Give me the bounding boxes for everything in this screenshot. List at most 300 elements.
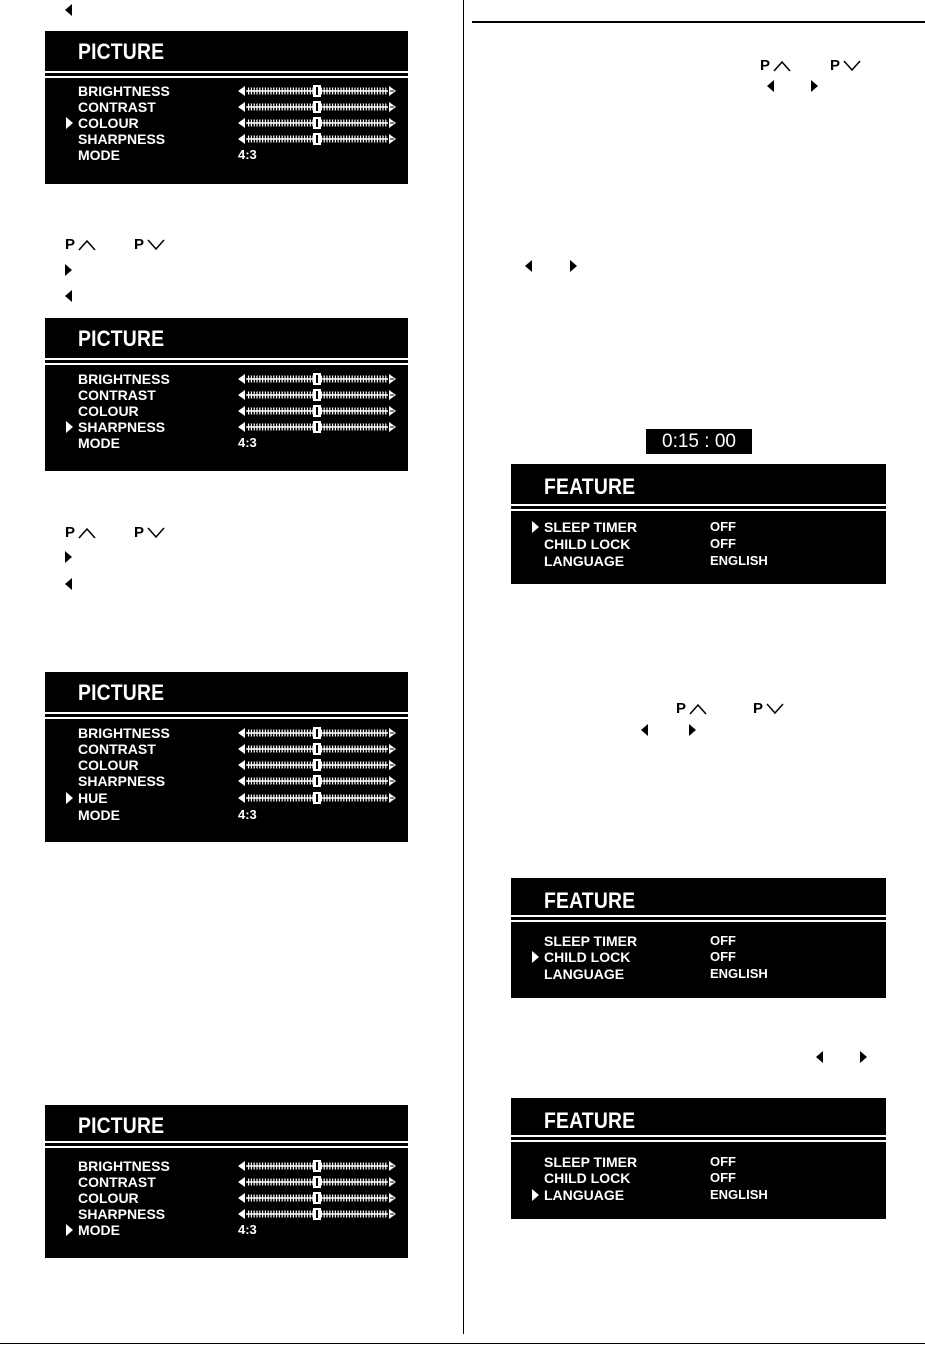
slider-tick <box>301 104 302 111</box>
slider-tick <box>352 88 353 95</box>
slider-tick <box>251 376 252 383</box>
slider-tick <box>324 795 325 802</box>
slider-tick <box>265 1195 266 1202</box>
picture-menu <box>45 318 408 471</box>
slider-tick <box>329 1179 330 1186</box>
slider-tick <box>273 376 274 383</box>
minus-arrow-icon <box>238 422 245 432</box>
slider-tick <box>254 795 255 802</box>
slider-tick <box>329 392 330 399</box>
slider-tick <box>340 1163 341 1170</box>
menu-row-value: OFF <box>710 519 736 534</box>
slider-tick <box>326 120 327 127</box>
slider-tick <box>256 424 257 431</box>
level-slider[interactable] <box>238 85 396 97</box>
slider-tick <box>326 762 327 769</box>
slider-tick <box>273 730 274 737</box>
slider-tick <box>363 1195 364 1202</box>
slider-tick <box>265 1163 266 1170</box>
slider-knob-notch <box>316 794 318 802</box>
slider-tick <box>354 392 355 399</box>
slider-tick <box>307 746 308 753</box>
slider-tick <box>248 1195 249 1202</box>
slider-tick <box>371 376 372 383</box>
slider-tick <box>279 778 280 785</box>
slider-tick <box>346 762 347 769</box>
slider-tick <box>256 730 257 737</box>
slider-tick <box>298 120 299 127</box>
slider-tick <box>374 762 375 769</box>
slider-tick <box>254 730 255 737</box>
menu-divider <box>45 717 408 719</box>
slider-tick <box>354 408 355 415</box>
slider-tick <box>366 392 367 399</box>
slider-tick <box>273 762 274 769</box>
slider-tick <box>273 136 274 143</box>
slider-tick <box>382 376 383 383</box>
slider-tick <box>254 1195 255 1202</box>
left-arrow-icon <box>767 80 774 92</box>
slider-tick <box>377 104 378 111</box>
level-slider[interactable] <box>238 101 396 113</box>
slider-tick <box>354 746 355 753</box>
slider-tick <box>251 392 252 399</box>
slider-tick <box>352 1179 353 1186</box>
slider-tick <box>262 778 263 785</box>
slider-tick <box>284 1195 285 1202</box>
slider-tick <box>301 408 302 415</box>
slider-tick <box>382 746 383 753</box>
level-slider[interactable] <box>238 775 396 787</box>
right-arrow-icon <box>811 80 818 92</box>
slider-tick <box>248 104 249 111</box>
slider-tick <box>324 730 325 737</box>
slider-tick <box>338 104 339 111</box>
slider-tick <box>273 408 274 415</box>
slider-tick <box>374 1163 375 1170</box>
selection-cursor-icon <box>532 521 539 533</box>
slider-tick <box>335 104 336 111</box>
slider-tick <box>380 1195 381 1202</box>
slider-tick <box>248 746 249 753</box>
slider-tick <box>270 1211 271 1218</box>
slider-tick <box>262 104 263 111</box>
slider-tick <box>377 730 378 737</box>
slider-tick <box>329 88 330 95</box>
slider-tick <box>338 795 339 802</box>
slider-tick <box>360 104 361 111</box>
slider-tick <box>326 1195 327 1202</box>
slider-tick <box>259 104 260 111</box>
slider-tick <box>256 104 257 111</box>
slider-tick <box>276 136 277 143</box>
slider-tick <box>343 104 344 111</box>
slider-tick <box>279 120 280 127</box>
slider-tick <box>385 120 386 127</box>
slider-tick <box>287 392 288 399</box>
slider-tick <box>248 392 249 399</box>
slider-tick <box>282 795 283 802</box>
slider-tick <box>293 730 294 737</box>
slider-tick <box>343 392 344 399</box>
level-slider[interactable] <box>238 421 396 433</box>
slider-tick <box>368 120 369 127</box>
slider-tick <box>298 1179 299 1186</box>
menu-title: PICTURE <box>78 680 165 705</box>
feature-menu <box>511 878 886 998</box>
slider-tick <box>377 136 378 143</box>
menu-title: PICTURE <box>78 39 165 64</box>
slider-tick <box>352 408 353 415</box>
slider-tick <box>310 1179 311 1186</box>
slider-tick <box>360 730 361 737</box>
menu-row-label: CHILD LOCK <box>544 1170 631 1186</box>
slider-tick <box>366 1195 367 1202</box>
level-slider[interactable] <box>238 1176 396 1188</box>
slider-tick <box>357 104 358 111</box>
slider-tick <box>307 1163 308 1170</box>
slider-tick <box>262 424 263 431</box>
slider-tick <box>276 762 277 769</box>
slider-tick <box>324 1163 325 1170</box>
slider-tick <box>338 762 339 769</box>
slider-tick <box>329 762 330 769</box>
slider-tick <box>360 120 361 127</box>
slider-tick <box>276 746 277 753</box>
slider-tick <box>335 1179 336 1186</box>
slider-knob-notch <box>316 103 318 111</box>
slider-tick <box>287 1179 288 1186</box>
menu-row-label: SHARPNESS <box>78 131 166 147</box>
slider-tick <box>382 778 383 785</box>
slider-tick <box>254 778 255 785</box>
slider-tick <box>352 392 353 399</box>
slider-tick <box>262 795 263 802</box>
slider-tick <box>385 1211 386 1218</box>
slider-tick <box>338 392 339 399</box>
slider-tick <box>265 88 266 95</box>
menu-row-label: SHARPNESS <box>78 773 166 789</box>
slider-tick <box>270 392 271 399</box>
slider-tick <box>360 408 361 415</box>
slider-knob-notch <box>316 423 318 431</box>
slider-tick <box>360 762 361 769</box>
slider-tick <box>254 1179 255 1186</box>
slider-tick <box>290 408 291 415</box>
level-slider[interactable] <box>238 792 396 804</box>
slider-tick <box>374 104 375 111</box>
right-arrow-icon <box>689 724 696 736</box>
slider-tick <box>335 136 336 143</box>
slider-tick <box>298 136 299 143</box>
level-slider[interactable] <box>238 1192 396 1204</box>
slider-tick <box>310 392 311 399</box>
level-slider[interactable] <box>238 743 396 755</box>
slider-tick <box>296 376 297 383</box>
level-slider[interactable] <box>238 727 396 739</box>
slider-tick <box>265 120 266 127</box>
picture-menu <box>45 1105 408 1258</box>
slider-tick <box>270 88 271 95</box>
slider-tick <box>357 730 358 737</box>
slider-tick <box>273 1163 274 1170</box>
slider-tick <box>368 408 369 415</box>
slider-tick <box>307 778 308 785</box>
slider-tick <box>329 778 330 785</box>
slider-tick <box>290 762 291 769</box>
menu-row-label: COLOUR <box>78 1190 139 1206</box>
slider-tick <box>340 104 341 111</box>
slider-tick <box>357 762 358 769</box>
slider-tick <box>340 88 341 95</box>
level-slider[interactable] <box>238 117 396 129</box>
slider-tick <box>296 730 297 737</box>
slider-tick <box>332 136 333 143</box>
slider-tick <box>259 136 260 143</box>
slider-tick <box>287 376 288 383</box>
slider-tick <box>374 746 375 753</box>
slider-tick <box>343 376 344 383</box>
slider-tick <box>346 120 347 127</box>
slider-tick <box>282 376 283 383</box>
slider-tick <box>296 762 297 769</box>
slider-tick <box>265 104 266 111</box>
slider-tick <box>354 104 355 111</box>
slider-tick <box>293 120 294 127</box>
slider-tick <box>259 120 260 127</box>
level-slider[interactable] <box>238 1208 396 1220</box>
slider-tick <box>354 795 355 802</box>
slider-tick <box>256 746 257 753</box>
left-arrow-icon <box>65 290 72 302</box>
slider-tick <box>284 778 285 785</box>
slider-tick <box>380 424 381 431</box>
slider-tick <box>254 120 255 127</box>
slider-tick <box>279 746 280 753</box>
slider-tick <box>284 1163 285 1170</box>
slider-tick <box>301 762 302 769</box>
minus-arrow-icon <box>238 776 245 786</box>
slider-tick <box>276 408 277 415</box>
slider-tick <box>385 762 386 769</box>
slider-tick <box>332 424 333 431</box>
prog-down-label: P <box>753 700 764 717</box>
slider-tick <box>357 778 358 785</box>
menu-row-label: COLOUR <box>78 115 139 131</box>
slider-tick <box>360 424 361 431</box>
slider-tick <box>349 424 350 431</box>
menu-divider <box>45 71 408 73</box>
slider-tick <box>307 1179 308 1186</box>
menu-divider <box>511 509 886 511</box>
slider-tick <box>296 1211 297 1218</box>
minus-arrow-icon <box>238 744 245 754</box>
slider-tick <box>273 746 274 753</box>
slider-tick <box>254 136 255 143</box>
menu-divider <box>45 358 408 360</box>
slider-tick <box>307 376 308 383</box>
slider-tick <box>352 120 353 127</box>
slider-tick <box>265 1211 266 1218</box>
slider-tick <box>360 778 361 785</box>
slider-tick <box>346 746 347 753</box>
slider-tick <box>360 88 361 95</box>
slider-tick <box>254 392 255 399</box>
slider-tick <box>284 392 285 399</box>
slider-tick <box>326 136 327 143</box>
level-slider[interactable] <box>238 389 396 401</box>
slider-tick <box>307 136 308 143</box>
slider-tick <box>349 120 350 127</box>
slider-tick <box>301 1179 302 1186</box>
slider-tick <box>338 408 339 415</box>
slider-tick <box>270 136 271 143</box>
slider-tick <box>276 795 277 802</box>
slider-tick <box>380 392 381 399</box>
slider-tick <box>248 1179 249 1186</box>
slider-tick <box>298 795 299 802</box>
slider-tick <box>254 376 255 383</box>
slider-tick <box>368 1211 369 1218</box>
slider-knob-notch <box>316 391 318 399</box>
slider-tick <box>374 730 375 737</box>
left-arrow-icon <box>816 1051 823 1063</box>
slider-tick <box>340 424 341 431</box>
slider-tick <box>276 104 277 111</box>
selection-cursor-icon <box>66 117 73 129</box>
slider-tick <box>326 1163 327 1170</box>
slider-tick <box>290 795 291 802</box>
slider-tick <box>332 746 333 753</box>
slider-tick <box>268 136 269 143</box>
slider-tick <box>352 1195 353 1202</box>
slider-tick <box>282 88 283 95</box>
slider-tick <box>380 778 381 785</box>
slider-tick <box>287 424 288 431</box>
slider-tick <box>329 424 330 431</box>
slider-tick <box>273 104 274 111</box>
chevron-up-icon <box>78 239 96 251</box>
slider-tick <box>332 120 333 127</box>
slider-tick <box>248 136 249 143</box>
slider-tick <box>268 424 269 431</box>
level-slider[interactable] <box>238 373 396 385</box>
slider-tick <box>276 1163 277 1170</box>
slider-tick <box>268 1195 269 1202</box>
slider-tick <box>259 88 260 95</box>
slider-tick <box>284 1179 285 1186</box>
slider-tick <box>371 408 372 415</box>
slider-knob-notch <box>316 1194 318 1202</box>
slider-tick <box>343 1163 344 1170</box>
slider-tick <box>296 1195 297 1202</box>
slider-tick <box>366 746 367 753</box>
slider-tick <box>256 1211 257 1218</box>
slider-tick <box>265 778 266 785</box>
prog-up-key <box>760 57 791 74</box>
slider-tick <box>326 104 327 111</box>
slider-tick <box>262 88 263 95</box>
slider-tick <box>352 795 353 802</box>
menu-row-label: MODE <box>78 1222 120 1238</box>
slider-tick <box>251 762 252 769</box>
menu-divider <box>45 1141 408 1143</box>
slider-tick <box>326 746 327 753</box>
slider-tick <box>298 730 299 737</box>
slider-tick <box>329 795 330 802</box>
slider-tick <box>256 408 257 415</box>
slider-tick <box>343 730 344 737</box>
slider-tick <box>310 408 311 415</box>
slider-tick <box>366 1211 367 1218</box>
menu-row-label: MODE <box>78 147 120 163</box>
slider-tick <box>371 104 372 111</box>
slider-tick <box>265 392 266 399</box>
slider-tick <box>380 730 381 737</box>
slider-tick <box>248 795 249 802</box>
slider-tick <box>307 104 308 111</box>
slider-tick <box>380 762 381 769</box>
slider-tick <box>374 795 375 802</box>
slider-tick <box>354 762 355 769</box>
slider-tick <box>382 730 383 737</box>
slider-tick <box>251 1179 252 1186</box>
prog-up-key <box>65 524 96 541</box>
slider-tick <box>259 1163 260 1170</box>
level-slider[interactable] <box>238 133 396 145</box>
minus-arrow-icon <box>238 374 245 384</box>
slider-tick <box>374 88 375 95</box>
slider-tick <box>293 746 294 753</box>
slider-tick <box>329 1211 330 1218</box>
slider-tick <box>290 424 291 431</box>
slider-tick <box>282 408 283 415</box>
slider-tick <box>377 88 378 95</box>
slider-tick <box>259 795 260 802</box>
slider-tick <box>366 1163 367 1170</box>
slider-tick <box>284 1211 285 1218</box>
slider-tick <box>304 746 305 753</box>
slider-tick <box>374 778 375 785</box>
slider-tick <box>262 120 263 127</box>
slider-tick <box>380 88 381 95</box>
level-slider[interactable] <box>238 1160 396 1172</box>
slider-tick <box>338 778 339 785</box>
slider-tick <box>371 795 372 802</box>
menu-row-label: CONTRAST <box>78 387 156 403</box>
slider-tick <box>340 1179 341 1186</box>
menu-row-label: COLOUR <box>78 757 139 773</box>
slider-tick <box>284 746 285 753</box>
level-slider[interactable] <box>238 759 396 771</box>
slider-tick <box>374 424 375 431</box>
slider-tick <box>290 1211 291 1218</box>
slider-tick <box>335 730 336 737</box>
slider-tick <box>352 1211 353 1218</box>
minus-arrow-icon <box>238 760 245 770</box>
slider-knob-notch <box>316 729 318 737</box>
slider-tick <box>298 408 299 415</box>
slider-tick <box>284 104 285 111</box>
slider-tick <box>363 795 364 802</box>
slider-tick <box>254 746 255 753</box>
slider-tick <box>385 392 386 399</box>
level-slider[interactable] <box>238 405 396 417</box>
minus-arrow-icon <box>238 390 245 400</box>
slider-tick <box>279 376 280 383</box>
chevron-down-icon <box>843 60 861 72</box>
slider-tick <box>352 778 353 785</box>
